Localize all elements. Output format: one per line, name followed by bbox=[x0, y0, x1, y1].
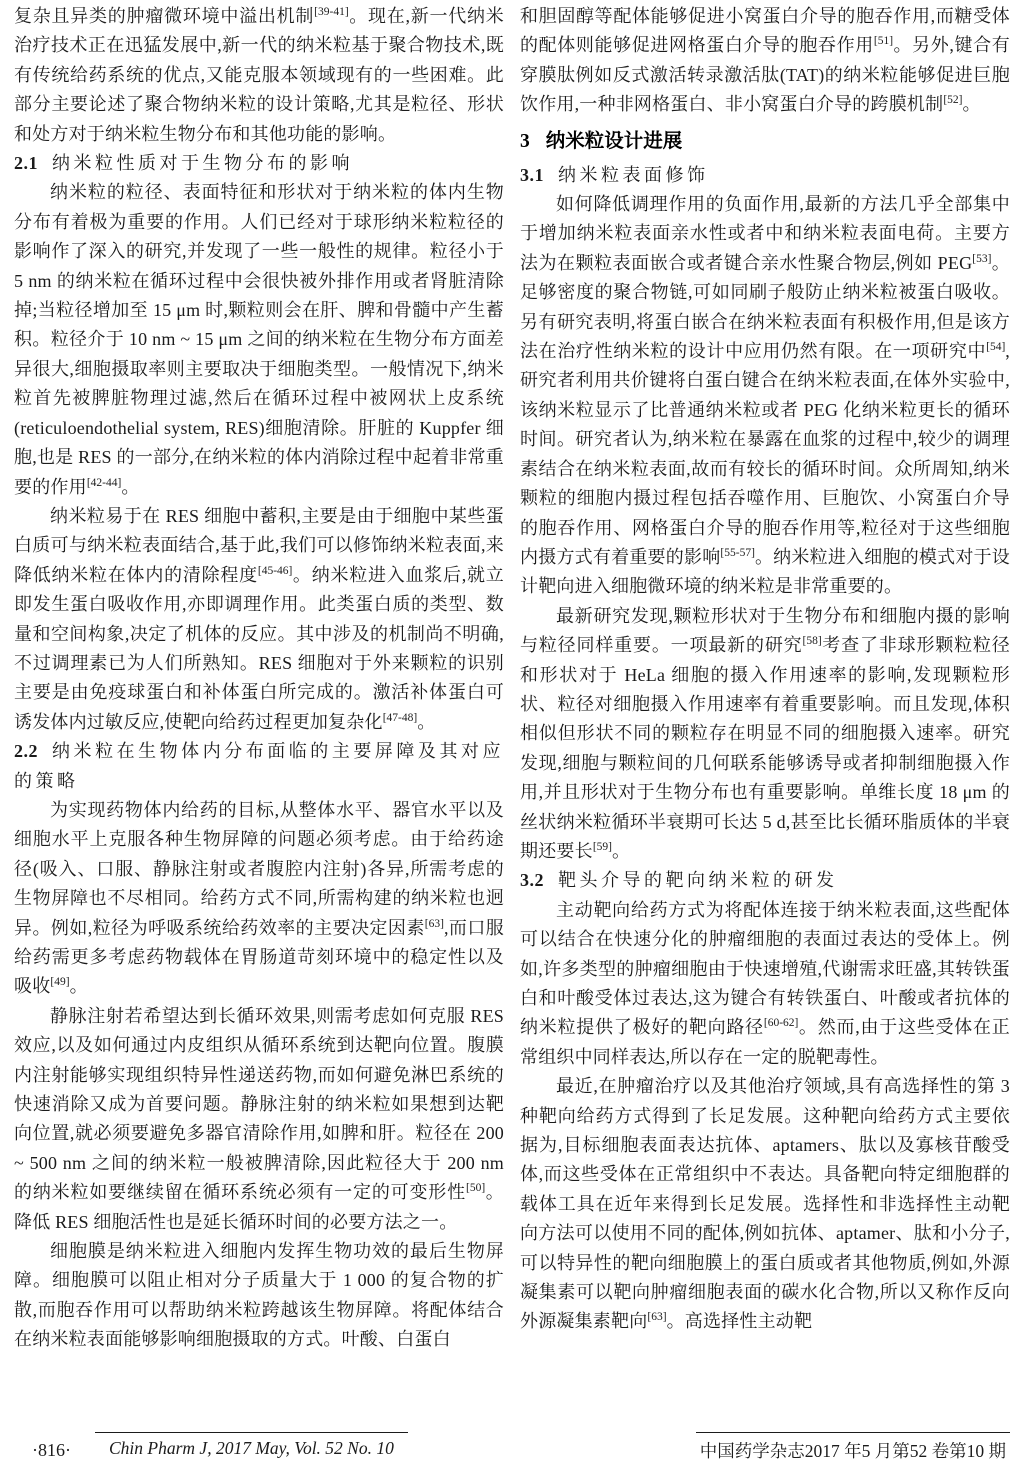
right-column bbox=[520, 2, 1010, 1427]
section-title: 靶头介导的靶向纳米粒的研发 bbox=[558, 870, 838, 891]
section-title: 纳米粒在生物体内分布面临的主要屏障及其对应的策略 bbox=[14, 741, 504, 791]
paragraph: 静脉注射若希望达到长循环效果,则需考虑如何克服 RES 效应,以及如何通过内皮组织从循环系统到达靶向位置。腹膜内注射能够实现组织特异性递送药物,而如何避免淋巴系统的快速消除又成为首要问题。静脉注射的纳米粒如果想到达靶向位置,就必须要避免多器官清除作用,如脾和肝。粒径在 200 ~ 500 nm 之间的纳米粒一般被脾清除,因此粒径大于 200 nm 的纳米粒如要继续留在循环系统必须有一定的可变形性[50]。降低 RES 细胞活性也是延长循环时间的必要方法之一。 bbox=[14, 1005, 504, 1232]
paragraph: 复杂且异类的肿瘤微环境中溢出机制[39-41]。现在,新一代纳米治疗技术正在迅猛发展中,新一代的纳米粒基于聚合物技术,既有传统给药系统的优点,又能克服本领域现有的一些困难。此部分主要论述了聚合物纳米粒的设计策略,尤其是粒径、形状和处方对于纳米粒生物分布和其他功能的影响。 bbox=[14, 6, 504, 144]
subsection-heading bbox=[14, 149, 504, 178]
section-title: 纳米粒表面修饰 bbox=[558, 164, 709, 185]
subsection-heading bbox=[520, 866, 1010, 895]
reference-superscript: [63] bbox=[424, 917, 444, 930]
footer-left bbox=[14, 1432, 504, 1463]
paragraph: 最近,在肿瘤治疗以及其他治疗领域,具有高选择性的第 3 种靶向给药方式得到了长足发展。这种靶向给药方式主要依据为,目标细胞表面表达抗体、aptamers、肽以及寡核苷酸受体,而这些受体在正常组织中不表达。具备靶向特定细胞群的载体工具在近年来得到长足发展。选择性和非选择性主动靶向方法可以使用不同的配体,例如抗体、aptamer、肽和小分子,可以特异性的靶向细胞膜上的蛋白质或者其他物质,例如,外源凝集素可以靶向肿瘤细胞表面的碳水化合物,所以又称作反向外源凝集素靶向[63]。高选择性主动靶 bbox=[520, 1076, 1010, 1332]
paragraph: 细胞膜是纳米粒进入细胞内发挥生物功效的最后生物屏障。细胞膜可以阻止相对分子质量大于 1 000 的复合物的扩散,而胞吞作用可以帮助纳米粒跨越该生物屏障。将配体结合在纳米粒表面能够影响细胞摄取的方式。叶酸、白蛋白 bbox=[14, 1241, 504, 1350]
reference-superscript: [59] bbox=[592, 840, 612, 853]
paragraph: 和胆固醇等配体能够促进小窝蛋白介导的胞吞作用,而糖受体的配体则能够促进网格蛋白介导的胞吞作用[51]。另外,键合有穿膜肽例如反式激活转录激活肽(TAT)的纳米粒能够促进巨胞饮作用,一种非网格蛋白、非小窝蛋白介导的跨膜机制[52]。 bbox=[520, 6, 1010, 115]
reference-superscript: [45-46] bbox=[257, 564, 293, 577]
paragraph: 最新研究发现,颗粒形状对于生物分布和细胞内摄的影响与粒径同样重要。一项最新的研究[58]考查了非球形颗粒粒径和形状对于 HeLa 细胞的摄入作用速率的影响,发现颗粒形状、粒径对细胞摄入作用速率有着重要影响。而且发现,体积相似但形状不同的颗粒存在明显不同的细胞摄入速率。研究发现,细胞与颗粒间的几何联系能够诱导或者抑制细胞摄入作用,并且形状对于生物分布也有重要影响。单维长度 18 μm 的丝状纳米粒循环半衰期可长达 5 d,甚至比长循环脂质体的半衰期还要长[59]。 bbox=[520, 605, 1010, 861]
subsection-heading bbox=[520, 161, 1010, 190]
reference-superscript: [60-62] bbox=[763, 1017, 799, 1030]
page-footer bbox=[14, 1432, 1010, 1463]
reference-superscript: [54] bbox=[986, 341, 1006, 354]
reference-superscript: [51] bbox=[873, 35, 894, 48]
left-column bbox=[14, 2, 504, 1427]
page-number: ·816· bbox=[32, 1440, 71, 1460]
section-number: 3 bbox=[520, 130, 530, 152]
section-heading bbox=[520, 127, 1010, 157]
reference-superscript: [42-44] bbox=[86, 476, 122, 489]
reference-superscript: [49] bbox=[50, 976, 70, 989]
reference-superscript: [55-57] bbox=[720, 546, 755, 559]
section-number: 2.2 bbox=[14, 741, 38, 762]
journal-citation-english: Chin Pharm J, 2017 May, Vol. 52 No. 10 bbox=[95, 1432, 408, 1459]
reference-superscript: [47-48] bbox=[382, 711, 418, 724]
reference-superscript: [52] bbox=[943, 94, 963, 107]
reference-superscript: [63] bbox=[647, 1311, 667, 1324]
reference-superscript: [58] bbox=[802, 635, 822, 648]
section-number: 2.1 bbox=[14, 153, 38, 174]
journal-citation-chinese: 中国药学杂志2017 年5 月第52 卷第10 期 bbox=[696, 1432, 1010, 1463]
footer-right bbox=[520, 1432, 1010, 1463]
reference-superscript: [53] bbox=[972, 252, 992, 265]
section-title: 纳米粒性质对于生物分布的影响 bbox=[52, 153, 353, 174]
paragraph: 为实现药物体内给药的目标,从整体水平、器官水平以及细胞水平上克服各种生物屏障的问题必须考虑。由于给药途径(吸入、口服、静脉注射或者腹腔内注射)各异,所需考虑的生物屏障也不尽相同。给药方式不同,所需构建的纳米粒也迥异。例如,粒径为呼吸系统给药效率的主要决定因素[63],而口服给药需更多考虑药物载体在胃肠道苛刻环境中的稳定性以及吸收[49]。 bbox=[14, 799, 504, 997]
paragraph: 纳米粒易于在 RES 细胞中蓄积,主要是由于细胞中某些蛋白质可与纳米粒表面结合,基于此,我们可以修饰纳米粒表面,来降低纳米粒在体内的清除程度[45-46]。纳米粒进入血浆后,就立即发生蛋白吸收作用,亦即调理作用。此类蛋白质的类型、数量和空间构象,决定了机体的反应。其中涉及的机制尚不明确,不过调理素已为人们所熟知。RES 细胞对于外来颗粒的识别主要是由免疫球蛋白和补体蛋白所完成的。激活补体蛋白可诱发体内过敏反应,使靶向给药过程更加复杂化[47-48]。 bbox=[14, 505, 504, 732]
reference-superscript: [39-41] bbox=[314, 6, 349, 18]
paragraph: 主动靶向给药方式为将配体连接于纳米粒表面,这些配体可以结合在快速分化的肿瘤细胞的表面过表达的受体上。例如,许多类型的肿瘤细胞由于快速增殖,代谢需求旺盛,其转铁蛋白和叶酸受体过表达,这为键合有转铁蛋白、叶酸或者抗体的纳米粒提供了极好的靶向路径[60-62]。然而,由于这些受体在正常组织中同样表达,所以存在一定的脱靶毒性。 bbox=[520, 899, 1010, 1067]
section-number: 3.2 bbox=[520, 870, 544, 891]
paragraph: 纳米粒的粒径、表面特征和形状对于纳米粒的体内生物分布有着极为重要的作用。人们已经对于球形纳米粒粒径的影响作了深入的研究,并发现了一些一般性的规律。粒径小于 5 nm 的纳米粒在循环过程中会很快被外排作用或者肾脏清除掉;当粒径增加至 15 μm 时,颗粒则会在肝、脾和骨髓中产生蓄积。粒径介于 10 nm ~ 15 μm 之间的纳米粒在生物分布方面差异很大,细胞摄取率则主要取决于细胞类型。一般情况下,纳米粒首先被脾脏物理过滤,然后在循环过程中被网状上皮系统(reticuloendothelial system, RES)细胞清除。肝脏的 Kuppfer 细胞,也是 RES 的一部分,在纳米粒的体内消除过程中起着非常重要的作用[42-44]。 bbox=[14, 182, 504, 497]
article-body bbox=[14, 2, 1010, 1427]
section-number: 3.1 bbox=[520, 164, 544, 185]
reference-superscript: [50] bbox=[465, 1182, 486, 1195]
subsection-heading bbox=[14, 737, 504, 796]
section-title: 纳米粒设计进展 bbox=[545, 130, 683, 152]
paragraph: 如何降低调理作用的负面作用,最新的方法几乎全部集中于增加纳米粒表面亲水性或者中和纳米粒表面电荷。主要方法为在颗粒表面嵌合或者键合亲水性聚合物层,例如 PEG[53]。足够密度的聚合物链,可如同刷子般防止纳米粒被蛋白吸收。另有研究表明,将蛋白嵌合在纳米粒表面有积极作用,但是该方法在治疗性纳米粒的设计中应用仍然有限。在一项研究中[54],研究者利用共价键将白蛋白键合在纳米粒表面,在体外实验中,该纳米粒显示了比普通纳米粒或者 PEG 化纳米粒更长的循环时间。研究者认为,纳米粒在暴露在血浆的过程中,较少的调理素结合在纳米粒表面,故而有较长的循环时间。众所周知,纳米颗粒的细胞内摄过程包括吞噬作用、巨胞饮、小窝蛋白介导的胞吞作用、网格蛋白介导的胞吞作用等,粒径对于这些细胞内摄方式有着重要的影响[55-57]。纳米粒进入细胞的模式对于设计靶向进入细胞微环境的纳米粒是非常重要的。 bbox=[520, 194, 1010, 597]
